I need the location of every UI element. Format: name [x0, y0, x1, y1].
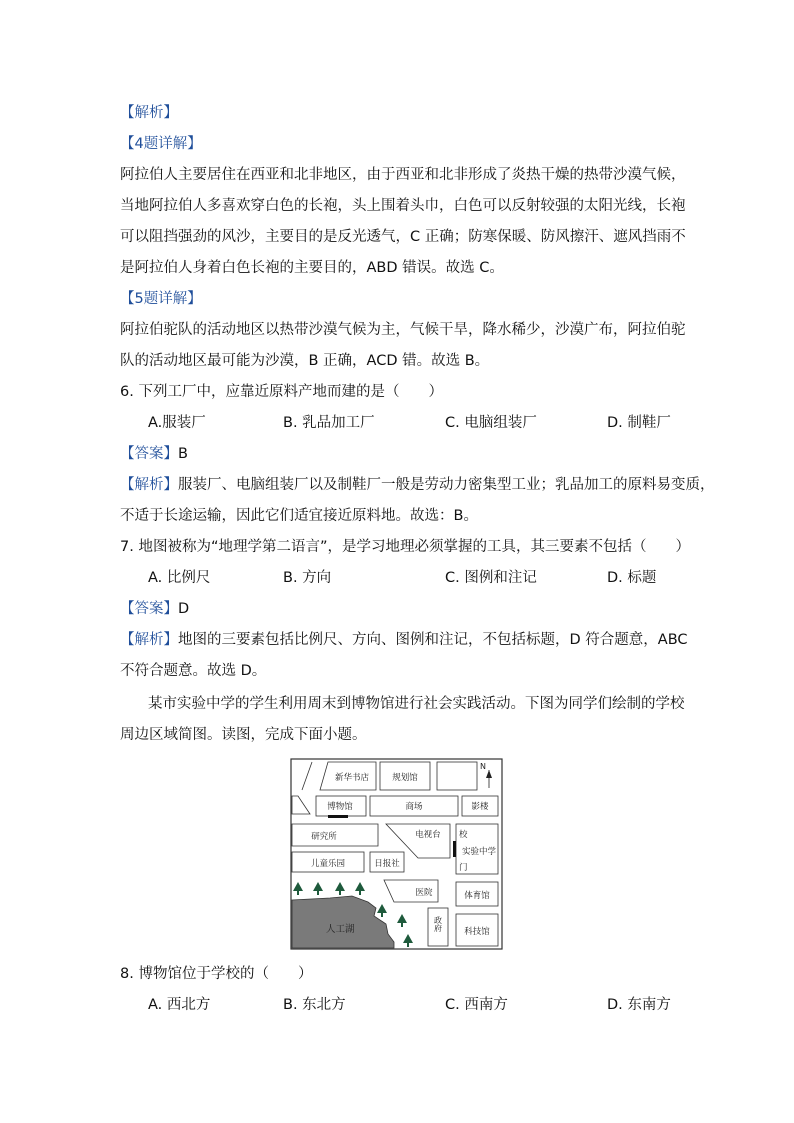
planning-hall-label: 规划馆: [392, 773, 418, 783]
science-museum-label: 科技馆: [464, 927, 490, 937]
q7-option-c: C. 图例和注记: [445, 570, 537, 586]
q4-text-line: 当地阿拉伯人多喜欢穿白色的长袍，头上围着头巾，白色可以反射较强的太阳光线，长袍: [120, 198, 686, 214]
school-gate-label-2: 门: [459, 863, 468, 873]
q5-text-line: 队的活动地区最可能为沙漠，B 正确，ACD 错。故选 B。: [120, 353, 490, 369]
museum-gate-marker: [328, 815, 348, 818]
school-area-map: [290, 758, 503, 950]
q7-analysis-line: 不符合题意。故选 D。: [120, 663, 267, 679]
institute-label: 研究所: [311, 832, 337, 842]
analysis-label: 【解析】: [120, 632, 178, 648]
q5-text-line: 阿拉伯驼队的活动地区以热带沙漠气候为主，气候干旱，降水稀少，沙漠广布，阿拉伯驼: [120, 322, 686, 338]
children-park-label: 儿童乐园: [310, 859, 346, 869]
mall-label: 商场: [405, 802, 423, 812]
q6-analysis: [120, 475, 715, 495]
intro-line: 某市实验中学的学生利用周末到博物馆进行社会实践活动。下图为同学们绘制的学校: [148, 696, 685, 712]
answer-label: 【答案】: [120, 601, 178, 617]
answer-value: D: [178, 601, 190, 617]
cinema-label: 影楼: [471, 802, 489, 812]
tv-station-label: 电视台: [415, 830, 441, 840]
school-gate-marker: [453, 841, 456, 857]
north-label: N: [480, 762, 486, 771]
q7-option-b: B. 方向: [283, 570, 332, 586]
q4-text-line: 是阿拉伯人身着白色长袍的主要目的，ABD 错误。故选 C。: [120, 260, 504, 276]
q6-analysis-line: 不适于长途运输，因此它们适宜接近原料地。故选：B。: [120, 508, 478, 524]
q8-stem: 8. 博物馆位于学校的（ ）: [120, 966, 313, 982]
q7-analysis: [120, 630, 688, 650]
q6-option-a: A.服装厂: [148, 415, 206, 431]
q7-answer: [120, 599, 189, 619]
school-label: 实验中学: [462, 847, 497, 857]
q4-detail-heading: 【4题详解】: [120, 136, 202, 152]
q7-option-d: D. 标题: [607, 570, 657, 586]
q6-option-b: B. 乳品加工厂: [283, 415, 375, 431]
lake-label: 人工湖: [326, 924, 355, 935]
school-gate-label-1: 校: [459, 830, 468, 840]
analysis-text: 服装厂、电脑组装厂以及制鞋厂一般是劳动力密集型工业；乳品加工的原料易变质，: [178, 477, 715, 493]
q8-option-d: D. 东南方: [607, 997, 671, 1013]
q6-stem: 6. 下列工厂中，应靠近原料产地而建的是（ ）: [120, 384, 443, 400]
q4-text-line: 阿拉伯人主要居住在西亚和北非地区，由于西亚和北非形成了炎热干燥的热带沙漠气候，: [120, 167, 686, 183]
q8-option-b: B. 东北方: [283, 997, 346, 1013]
analysis-text: 地图的三要素包括比例尺、方向、图例和注记，不包括标题，D 符合题意，ABC: [178, 632, 688, 648]
q7-stem: 7. 地图被称为“地理学第二语言”，是学习地理必须掌握的工具，其三要素不包括（ ）: [120, 539, 690, 555]
museum-label: 博物馆: [327, 802, 353, 812]
analysis-heading: 【解析】: [120, 105, 178, 121]
top-right-block: [437, 762, 477, 790]
hospital-label: 医院: [415, 888, 433, 898]
q6-option-c: C. 电脑组装厂: [445, 415, 537, 431]
q6-answer: [120, 444, 188, 464]
intro-line: 周边区域简图。读图，完成下面小题。: [120, 727, 367, 743]
daily-newspaper-label: 日报社: [374, 859, 400, 869]
gymnasium-label: 体育馆: [464, 891, 490, 901]
q4-text-line: 可以阻挡强劲的风沙，主要目的是反光透气，C 正确；防寒保暖、防风擦汗、遮风挡雨不: [120, 229, 686, 245]
bookstore-label: 新华书店: [334, 773, 370, 783]
government-label: 政府: [433, 916, 443, 932]
q7-option-a: A. 比例尺: [148, 570, 211, 586]
q8-option-c: C. 西南方: [445, 997, 508, 1013]
q8-option-a: A. 西北方: [148, 997, 211, 1013]
q5-detail-heading: 【5题详解】: [120, 291, 202, 307]
q6-option-d: D. 制鞋厂: [607, 415, 671, 431]
answer-label: 【答案】: [120, 446, 178, 462]
answer-value: B: [178, 446, 188, 462]
analysis-label: 【解析】: [120, 477, 178, 493]
